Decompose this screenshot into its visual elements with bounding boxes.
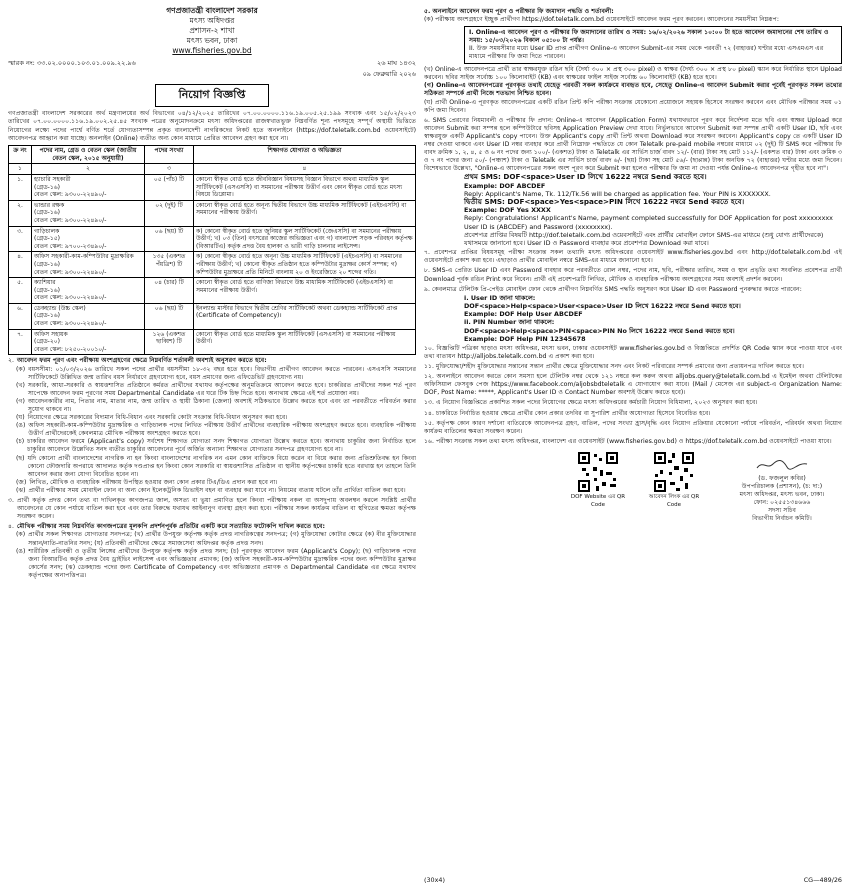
row-qualification: ক) কোনো স্বীকৃত বোর্ড হতে জুনিয়র স্কুল সার্টিফিকেট (জেএসসি) বা সমমানের পরীক্ষায় উত্তীর্ণ; খ) ০৩ (তিন) বৎসরের কাজের অভিজ্ঞতা এবং গ) বাংলাদেশ সড়ক পরিবহন কর্তৃপক্ষ (বিআরটিএ) কর্তৃক প্রদত্ত বৈধ হালকা ও ভারী গাড়ি চালনার লাইসেন্স। bbox=[194, 226, 416, 252]
row-post bbox=[32, 174, 145, 200]
section-13: ১৩. এ নিয়োগ বিজ্ঞপ্তিতে প্রকাশিত সকল পদের নিয়োগের ক্ষেত্রে মৎস্য অধিদপ্তরের কর্মচারী নিয়োগ বিধিমালা, ২০২৩ অনুসরণ করা হবে। bbox=[424, 399, 758, 407]
table-row bbox=[9, 226, 416, 252]
condition-item bbox=[8, 487, 416, 495]
conditions-section bbox=[8, 357, 416, 580]
condition-key: ৩. bbox=[8, 497, 14, 505]
deadline-fee: II. উক্ত সময়সীমার মধ্যে User ID প্রাপ্ত প্রার্থীগণ Online-এ আবেদন Submit-এর সময় থেকে পরবর্তী ৭২ (বাহাত্তর) ঘণ্টার মধ্যে এসএমএস এর মাধ্যমে পরীক্ষার ফি জমা দিতে পারবেন। bbox=[469, 45, 824, 61]
signature-block bbox=[722, 450, 842, 538]
table-row bbox=[9, 200, 416, 226]
sms-reply-1: Reply: Applicant's Name, Tk. 112/Tk.56 will be charged as application fee. Your PIN is XXXXXXX. bbox=[464, 189, 771, 198]
row-count: ০৬ (ছয়) টি bbox=[145, 303, 194, 329]
sms-example-1: Example: DOF ABCDEF bbox=[464, 181, 546, 190]
table-row bbox=[9, 278, 416, 304]
row-serial: ৩. bbox=[9, 226, 32, 252]
col-num: ১ bbox=[9, 164, 32, 175]
post-scale: বেতন স্কেল: ৯৩০০-২২৪৯০/- bbox=[34, 294, 107, 302]
signatory-office: মৎস্য অধিদপ্তর, মৎস্য ভবন, ঢাকা। bbox=[739, 490, 825, 498]
row-count: ১২৬ (একশত ছাব্বিশ) টি bbox=[145, 329, 194, 355]
post-grade: (গ্রেড-১৬) bbox=[34, 209, 60, 217]
intro-paragraph: গণপ্রজাতন্ত্রী বাংলাদেশ সরকারের অর্থ মন্ত্রণালয়ের অর্থ বিভাগের ০৪/১২/২০২৫ তারিখের ০৭.০০.০০০০.১১৬.১৯.০০৫.২৫.১৯৯ সংখ্যক এবং ১৫/০২/২০২৩ তারিখের ০৭.০০.০০০০.১১৬.১৯.০০২.২৫.৪৫ সংখ্যক পত্রের অনুমোদনক্রমে মৎস্য অধিদপ্তরের রাজস্বখাতভুক্ত নিম্নবর্ণিত শূন্য পদসমূহে সম্পূর্ণ অস্থায়ী ভিত্তিতে নিয়োগের লক্ষ্যে পদের পার্শ্বে বর্ণিত শর্তে যোগ্যতাসম্পন্ন প্রকৃত বাংলাদেশী নাগরিকদের নিকট হতে অনলাইনে (https://dof.teletalk.com.bd ওয়েবসাইটে) আবেদনপত্র আহ্বান করা যাচ্ছে। অনলাইন (Online) ব্যতীত অন্য কোন মাধ্যমে প্রেরিত আবেদন গ্রহণ করা হবে না। bbox=[8, 110, 416, 142]
condition-item bbox=[8, 531, 416, 547]
section-10: ১০. বিজ্ঞপ্তিটি পত্রিকা ছাড়াও মৎস্য অধিদপ্তর, মৎস্য ভবন, ঢাকার ওয়েবসাইট www.fisheries.gov.bd ও বিজ্ঞপ্তিতে প্রদর্শিত QR Code স্ক্যান করে পাওয়া যাবে এবং তথ্য বাতায়ন http://alljobs.teletalk.com.bd এ প্রকাশ করা হবে। bbox=[424, 344, 842, 361]
post-scale: বেতন স্কেল: ৯৩০০-২২৪৯০/- bbox=[34, 320, 107, 328]
memo-number: স্মারক নং: ৩৩.০২.০০০০.১০৩.০১.০০৯.২২.৯৬ bbox=[8, 59, 136, 67]
memo-line bbox=[8, 58, 416, 80]
row-serial: ৪. bbox=[9, 252, 32, 278]
section-name: প্রশাসন-২ শাখা bbox=[189, 26, 235, 35]
header bbox=[8, 6, 416, 56]
post-name: ক্যাশিয়ার bbox=[34, 279, 56, 287]
table-row bbox=[9, 174, 416, 200]
table-row bbox=[9, 329, 416, 355]
section-6 bbox=[424, 117, 842, 174]
recovery-userid-title: i. User ID জানা থাকলে: bbox=[464, 293, 536, 302]
row-count: ০২ (দুই) টি bbox=[145, 200, 194, 226]
qr-website[interactable] bbox=[570, 450, 626, 538]
section-8: ৮. SMS-এ প্রেরিত User ID এবং Password ব্যবহার করে পরবর্তীতে রোল নম্বর, পদের নাম, ছবি, পরীক্ষার তারিখ, সময় ও স্থান প্রভৃতি তথ্য সংবলিত প্রবেশপত্র প্রার্থী Download পূর্বক রঙিন Print করে নিবেন। প্রার্থী এই প্রবেশপত্রটি লিখিত, মৌখিক ও ব্যবহারিক পরীক্ষায় অংশগ্রহণের সময় অবশ্যই প্রদর্শন করবেন। bbox=[424, 267, 842, 283]
condition-key: (ক) bbox=[16, 365, 26, 373]
row-qualification: কোনো স্বীকৃত বোর্ড হতে মাধ্যমিক স্কুল সার্টিফিকেট (এসএসসি) বা সমমানের পরীক্ষায় উত্তীর্ণ। bbox=[194, 329, 416, 355]
condition-key: (চ) bbox=[16, 438, 25, 446]
sms-reply-2: Reply: Congratulations! Applicant's Name, payment completed successfully for DOF Application for post xxxxxxxxx User ID is (ABCDEF) and Password (xxxxxxxx). bbox=[464, 214, 833, 231]
right-column bbox=[424, 6, 842, 884]
memo-dates bbox=[363, 58, 416, 80]
signatory-committee: বিভাগীয় নির্বাচন কমিটি। bbox=[752, 514, 812, 522]
col-qualification: শিক্ষাগত যোগ্যতা ও অভিজ্ঞতা bbox=[194, 146, 416, 164]
signatory-name: (ড. ফজলুল কবির) bbox=[758, 474, 806, 482]
english-date: ০৯ ফেব্রুয়ারি ২০২৬ bbox=[362, 70, 416, 78]
section-16: ১৬. পরীক্ষা সংক্রান্ত সকল তথ্য মৎস্য অধিদপ্তর, বাংলাদেশ এর ওয়েবসাইট (www.fisheries.gov.bd) ও https://dof.teletalk.com.bd ওয়েবসাইটে পাওয়া যাবে। bbox=[424, 437, 832, 445]
condition-key: (ছ) bbox=[16, 454, 25, 462]
condition-key: (খ) bbox=[16, 381, 25, 389]
deadline-box bbox=[464, 26, 842, 64]
row-count: ০৪ (চার) টি bbox=[145, 278, 194, 304]
condition-item bbox=[8, 357, 416, 365]
condition-item bbox=[8, 438, 416, 454]
condition-text: বয়সসীমা: ০১/০৩/২০২৬ তারিখে সকল পদের প্রার্থীর বয়সসীমা ১৮-৩২ বছর হতে হবে। বিভাগীয় প্রার্থীগণ আবেদন করতে পারবেন। এসএসসি সমমানের সার্টিফিকেটে উল্লিখিত জন্ম তারিখ বয়স নির্ধারণে গ্রহণযোগ্য হবে, বয়স প্রমাণের জন্য এফিডেভিট গ্রহণযোগ্য নয়। bbox=[28, 365, 416, 381]
posts-table bbox=[8, 145, 416, 355]
post-grade: (গ্রেড-১৬) bbox=[34, 286, 60, 294]
section-5-heading: ৫. অনলাইনে আবেদন ফরম পূরণ ও পরীক্ষার ফি জমাদান পদ্ধতি ও শর্তাবলী: bbox=[424, 8, 614, 15]
col-num: ৪ bbox=[194, 164, 416, 175]
signatory-role: সদস্য সচিব bbox=[768, 506, 796, 514]
deadline-online: I. Online-এ আবেদন পূরণ ও পরীক্ষার ফি জমাদানের তারিখ ও সময়: ১৬/০২/২০২৬ সকাল ১০:০০ টা হতে আবেদন জমাদানের শেষ তারিখ ও সময়: ১৫/০৩/২০২৬ বিকাল ০৫:০০ টা পর্যন্ত। bbox=[469, 29, 829, 45]
ad-code-tag: CG—489/26 bbox=[803, 876, 842, 884]
post-name: ভান্ডার রক্ষক bbox=[34, 201, 65, 209]
col-num: ৩ bbox=[145, 164, 194, 175]
condition-key: (ঘ) bbox=[16, 414, 25, 422]
row-post bbox=[32, 226, 145, 252]
row-count: ০৫ (পাঁচ) টি bbox=[145, 174, 194, 200]
recovery-instructions bbox=[424, 294, 842, 343]
section-15: ১৫. কর্তৃপক্ষ কোন কারণ দর্শানো ব্যতিরেকে আবেদনপত্র গ্রহণ, বাতিল, পদের সংখ্যা হ্রাস/বৃদ্ধি এবং নিয়োগ প্রক্রিয়ার যেকোনো পর্যায়ে পরিবর্তন, পরিবর্ধন অথবা নিয়োগ কার্যক্রম বাতিলের ক্ষমতা সংরক্ষণ করেন। bbox=[424, 419, 842, 435]
condition-text: প্রার্থীর সকল শিক্ষাগত যোগ্যতার সনদপত্র; (খ) প্রার্থীর উপযুক্ত কর্তৃপক্ষ কর্তৃক প্রদত্ত নাগরিকত্বের সনদপত্র; (গ) মুক্তিযোদ্ধা কোটার ক্ষেত্রে (ক) বীর মুক্তিযোদ্ধার সন্তান/নাতি-নাতনির সনদ; (ঘ) প্রতিবন্ধী প্রার্থীদের ক্ষেত্রে সমাজসেবা অধিদপ্তর কর্তৃক প্রদত্ত সনদ। bbox=[28, 531, 416, 547]
post-grade: (গ্রেড-১৬) bbox=[34, 183, 60, 191]
sms-example-2: Example: DOF Yes XXXX bbox=[464, 206, 551, 215]
signatory-phone: ফোন: ০২৫৫১৩৪৬৬৬ bbox=[753, 498, 811, 506]
row-qualification: ক) কোনো স্বীকৃত বোর্ড হতে অনূন্য উচ্চ মাধ্যমিক সার্টিফিকেট (এইচএসসি) বা সমমানের পরীক্ষায় উত্তীর্ণ; খ) কোনো স্বীকৃত প্রতিষ্ঠান হতে কম্পিউটার মুদ্রাক্ষর কোর্স সম্পন্ন; গ) কম্পিউটার মুদ্রাক্ষরে প্রতি মিনিটে বাংলায় ২০ ও ইংরেজিতে ২০ শব্দের গতি। bbox=[194, 252, 416, 278]
section-14: ১৪. চাকরিতে নির্বাচিত হওয়ার ক্ষেত্রে প্রার্থীর কোন প্রকার তদবির বা সুপারিশ প্রার্থীর অযোগ্যতা হিসেবে বিবেচিত হবে। bbox=[424, 409, 711, 417]
condition-key: (ঙ) bbox=[16, 422, 26, 430]
condition-text: অফিস সহকারী-কাম-কম্পিউটার মুদ্রাক্ষরিক ও গাড়িচালক পদের লিখিত পরীক্ষায় উত্তীর্ণ প্রার্থীদের ব্যবহারিক পরীক্ষায় অংশগ্রহণ করতে হবে। ব্যবহারিক পরীক্ষায় উত্তীর্ণ প্রার্থীদেরকেই কেবলমাত্র মৌখিক পরীক্ষায় অংশগ্রহণ করতে হবে। bbox=[28, 422, 416, 438]
row-qualification: কোনো স্বীকৃত বোর্ড হতে অনূন্য দ্বিতীয় বিভাগে উচ্চ মাধ্যমিক সার্টিফিকেট (এইচএসসি) বা সমমানের পরীক্ষায় উত্তীর্ণ। bbox=[194, 200, 416, 226]
row-count: ০৬ (ছয়) টি bbox=[145, 226, 194, 252]
section-6-text: ৬. SMS প্রেরণের নিয়মাবলী ও পরীক্ষার ফি প্রদান: Online-এ আবেদন (Application Form) যথাযথভাবে পূরণ করে নির্দেশনা মতে ছবি এবং স্বাক্ষর Upload করে আবেদন Submit করা সম্পন্ন হলে কম্পিউটারে ছবিসহ Application Preview দেখা যাবে। নিৰ্ভুলভাবে আবেদন Submit করা সম্পন্ন প্রার্থী একটি User ID, ছবি এবং স্বাক্ষরযুক্ত একটি Applicant's copy পাবেন। উক্ত Applicant's copy প্রার্থী প্রিন্ট অথবা Download করে সংরক্ষণ করবেন। Applicant's copy তে একটি User ID নম্বর দেওয়া থাকবে এবং User ID নম্বর ব্যবহার করে প্রার্থী নিম্নোক্ত পদ্ধতিতে যে কোন Teletalk pre-paid mobile নম্বরের মাধ্যমে ০২ (দুই) টি SMS করে পরীক্ষার ফি বাবদ ক্রমিক ১, ২, ৪, ৫ ও ৬ নং পদের জন্য ১০০/- (একশত) টাকা ও Teletalk এর সার্ভিস চার্জ বাবদ ১২/- (বার) টাকা সহ মোট ১১২/- (একশত বার) টাকা এবং ক্রমিক ৩ ও ৭ নং পদের জন্য ৫০/- (পঞ্চাশ) টাকা ও Teletalk এর সার্ভিস চার্জ বাবদ ৬/- (ছয়) টাকা সহ মোট ৫৬/- (ছাপ্পান্ন) টাকা অনধিক ৭২ (বাহাত্তর) ঘণ্টার মধ্যে জমা দিবেন। বিশেষভাবে উল্লেখ্য, "Online-এ আবেদনপত্রের সকল অংশ পূরণ করে Submit করা হলেও পরীক্ষার ফি জমা না দেওয়া পর্যন্ত Online-এ আবেদনপত্র গৃহীত হবে না"। bbox=[424, 116, 842, 173]
signatory-title: উপপরিচালক (প্রশাসন), (চ: দা:) bbox=[741, 482, 823, 490]
row-serial: ৫. bbox=[9, 278, 32, 304]
condition-text: যদি কোনো প্রার্থী বাংলাদেশের নাগরিক না হন কিংবা বাংলাদেশের নাগরিক নন এমন কোন ব্যক্তিকে বিয়ে করেন বা বিয়ে করার জন্য প্রতিশ্রুতিবদ্ধ হন কিংবা কোনো ফৌজদারি অপরাধে আদালত কর্তৃক দণ্ডপ্রাপ্ত হন কিংবা কোন সরকারি বা স্বায়ত্তশাসিত প্রতিষ্ঠান বা স্থানীয় কর্তৃপক্ষের চাকরি হতে বরখাস্ত হন তাহলে তিনি আবেদন করার জন্য যোগ্য বিবেচিত হবেন না। bbox=[27, 454, 416, 478]
row-post bbox=[32, 252, 145, 278]
qr-code-icon bbox=[576, 450, 620, 494]
condition-key: (ঙ) bbox=[16, 547, 26, 555]
sms-note: প্রবেশপত্র প্রাপ্তির বিষয়টি http://dof.teletalk.com.bd ওয়েবসাইটে এবং প্রার্থীর মোবাইল ফোনে SMS-এর মাধ্যমে (শুধু যোগ্য প্রার্থীদেরকে) যথাসময়ে জানানো হবে। User ID ও Password ব্যবহার করে প্রবেশপত্র Download করা যাবে। bbox=[464, 230, 824, 248]
post-name: হ্যাচারি সহকারী bbox=[34, 175, 71, 183]
row-count: ১৩৫ (একশত পঁয়ত্রিশ) টি bbox=[145, 252, 194, 278]
signature-icon bbox=[753, 458, 811, 472]
post-grade: (গ্রেড-১৬) bbox=[34, 312, 60, 320]
row-serial: ৭. bbox=[9, 329, 32, 355]
condition-key: (ক) bbox=[16, 531, 26, 539]
recovery-pin-sms: DOF<space>Help<space>PIN<space>PIN No লিখে 16222 নম্বরে Send করতে হবে। bbox=[464, 326, 735, 335]
ad-size-tag: (30x4) bbox=[424, 876, 445, 884]
qr-code-icon bbox=[652, 450, 696, 494]
table-row bbox=[9, 303, 416, 329]
section-7: ৭. প্রবেশপত্র প্রাপ্তির বিষয়সমূহ পরীক্ষা সংক্রান্ত সকল তথ্যাদি মৎস্য অধিদপ্তরের ওয়েবসাইট www.fisheries.gov.bd এবং http://dof.teletalk.com.bd এই ওয়েবসাইটে প্রকাশ করা হবে। এছাড়াও প্রার্থীর মোবাইল নম্বরে SMS-এর মাধ্যমে জানানো হবে। bbox=[424, 249, 842, 265]
section-5 bbox=[424, 8, 842, 24]
post-name: অফিস সহকারী-কাম-কম্পিউটার মুদ্রাক্ষরিক bbox=[34, 253, 134, 261]
condition-item bbox=[8, 548, 416, 580]
recovery-userid-example: Example: DOF Help User ABCDEF bbox=[464, 310, 583, 319]
post-scale: বেতন স্কেল: ৯৩০০-২২৪৯০/- bbox=[34, 216, 107, 224]
recovery-pin-example: Example: DOF Help PIN 12345678 bbox=[464, 334, 586, 343]
section-5-rest bbox=[424, 66, 842, 115]
section-5d: (ঘ) প্রার্থী Online-এ পূরণকৃত আবেদনপত্রের একটি রঙিন প্রিন্ট কপি পরীক্ষা সংক্রান্ত যেকোনো প্রয়োজনে সহায়ক হিসেবে সংরক্ষণ করবেন এবং মৌখিক পরীক্ষার সময় ০১ কপি জমা দিবেন। bbox=[424, 98, 842, 114]
col-count: পদের সংখ্যা bbox=[145, 146, 194, 164]
col-serial: ক্র নং bbox=[9, 146, 32, 164]
post-grade: (গ্রেড-২০) bbox=[34, 338, 60, 346]
post-scale: বেতন স্কেল: ৯৩০০-২২৪৯০/- bbox=[34, 191, 107, 199]
post-scale: বেতন স্কেল: ৯৩০০-২২৪৯০/- bbox=[34, 268, 107, 276]
address: মৎস্য ভবন, ঢাকা bbox=[186, 36, 238, 45]
condition-item bbox=[8, 414, 416, 422]
section-11: ১১. মুক্তিযোদ্ধা/শহীদ মুক্তিযোদ্ধার সন্তানের সন্তান প্রার্থীর ক্ষেত্রে মুক্তিযোদ্ধার সনদ এবং নিকট পরিবারের সম্পর্ক প্রমাণের জন্য প্রত্যয়নপত্র দাখিল করতে হবে। bbox=[424, 363, 805, 371]
post-scale: বেতন স্কেল: ৮২৫০-২০০১০/- bbox=[34, 345, 107, 353]
condition-text: সরকারি, আধা-সরকারি ও স্বায়ত্তশাসিত প্রতিষ্ঠানে কর্মরত প্রার্থীদের যথাযথ কর্তৃপক্ষের অনুমতিক্রমে আবেদন করতে হবে। চাকরিরত প্রার্থীদের সকল শর্ত পূরণ সাপেক্ষে আবেদন ফরম পূরণের সময় Departmental Candidate এর ঘরে টিক চিহ্ন দিতে হবে। অন্যথায় ক্ষেত্রে এই শর্ত প্রযোজ্য নয়। bbox=[27, 381, 416, 397]
footer-tags bbox=[424, 876, 842, 884]
section-5a: (ক) পরীক্ষায় অংশগ্রহণে ইচ্ছুক প্রার্থীগণ https://dof.teletalk.com.bd ওয়েবসাইটে আবেদন ফরম পূরণ করবেন। আবেদনের সময়সীমা নিম্নরূপ: bbox=[424, 16, 779, 24]
footer-area bbox=[424, 450, 842, 538]
bangla-date: ২৬ মাঘ ১৪৩২ bbox=[377, 59, 416, 67]
row-qualification: ইনল্যান্ড মাস্টার বিভাগে দ্বিতীয় শ্রেণির সার্টিফিকেট অথবা ডেকহ্যান্ড সার্টিফিকেট প্রাপ্ত (Certificate of Competency)। bbox=[194, 303, 416, 329]
condition-item bbox=[8, 398, 416, 414]
condition-item bbox=[8, 422, 416, 438]
sms-first: প্রথম SMS: DOF<space>User ID লিখে 16222 নম্বরে Send করতে হবে। bbox=[464, 172, 707, 182]
condition-item bbox=[8, 382, 416, 398]
condition-item bbox=[8, 497, 416, 521]
condition-item bbox=[8, 479, 416, 487]
post-name: ডেকহ্যান্ড (উচ্চ স্কেল) bbox=[34, 304, 86, 312]
post-grade: (গ্রেড-১৫) bbox=[34, 235, 60, 243]
condition-text: শারীরিক প্রতিবন্ধী ও তৃতীয় লিঙ্গের প্রার্থীদের উপযুক্ত কর্তৃপক্ষ কর্তৃক প্রদত্ত সনদ; (চ) পূরণকৃত আবেদন ফরম (Applicant's Copy); (ছ) গাড়িচালক পদের জন্য বিআরটিএ কর্তৃক প্রদত্ত বৈধ ড্রাইভিং লাইসেন্স এবং অভিজ্ঞতার প্রমাণক; (জ) অফিস সহকারী-কাম-কম্পিউটার মুদ্রাক্ষরিক পদের জন্য কম্পিউটার মুদ্রাক্ষর কোর্সের সনদ; (ঝ) ডেকহ্যান্ড পদের জন্য Certificate of Competency এবং অভিজ্ঞতার প্রমাণক ও Departmental Candidate এর ক্ষেত্রে যথাযথ কর্তৃপক্ষের অনাপত্তিপত্র। bbox=[28, 547, 416, 579]
col-num: ২ bbox=[32, 164, 145, 175]
post-grade: (গ্রেড-১৬) bbox=[34, 260, 60, 268]
condition-text: চাকরির আবেদন ফরমে (Applicant's copy) সর্বশেষ শিক্ষাগত যোগ্যতা সনদ শিক্ষাগত যোগ্যতা উল্লেখ করতে হবে। অন্যথায় চাকুরির জন্য নির্বাচিত হলে চাকুরির আবেদনে উল্লেখিত সনদ ব্যতীত চাকুরির আবেদনের পূর্বে অর্জিত অন্যান্য শিক্ষাগত যোগ্যতার সনদপত্র গ্রহণযোগ্য হবে না। bbox=[27, 438, 416, 454]
section-5c: (গ) Online-এ আবেদনপত্রের পূরণকৃত তথ্যই যেহেতু পরবর্তী সকল কার্যক্রমে ব্যবহৃত হবে, সেহেতু Online-এ আবেদন Submit করার পূর্বেই পূরণকৃত সকল তথ্যের সঠিকতা সম্পর্কে প্রার্থী নিজে শতভাগ নিশ্চিত হবেন। bbox=[424, 82, 842, 98]
row-qualification: কোনো স্বীকৃত বোর্ড হতে বাণিজ্য বিভাগে উচ্চ মাধ্যমিক সার্টিফিকেট (এইচএসসি) বা সমমানের পরীক্ষায় উত্তীর্ণ। bbox=[194, 278, 416, 304]
condition-item bbox=[8, 366, 416, 382]
left-column bbox=[8, 6, 416, 884]
sms-second: দ্বিতীয় SMS: DOF<space>Yes<space>PIN লিখে 16222 নম্বরে Send করতে হবে। bbox=[464, 197, 745, 207]
sms-instructions bbox=[424, 173, 842, 247]
section-12: ১২. অনলাইনে আবেদন করতে কোন সমস্যা হলে টেলিটক নম্বর থেকে ১২১ নম্বরে কল করুন অথবা alljobs.query@teletalk.com.bd এ ইমেইল অথবা টেলিটকের অফিসিয়াল ফেসবুক পেজ https://www.facebook.com/aljobsbdteletalk এ যোগাযোগ করা যাবে। (Mail / মেসেজ এর subject-এ Organization Name: DOF, Post Name: *****, Applicant's User ID ও Contact Number অবশ্যই উল্লেখ করতে হবে)। bbox=[424, 373, 842, 397]
condition-text: প্রার্থীর পরীক্ষার সময় মোবাইল ফোন বা অন্য কোন ইলেকট্রনিক ডিভাইস বহন বা ব্যবহার করা যাবে না। নিয়মের ব্যত্যয় ঘটলে তাঁর প্রার্থিতা বাতিল করা হবে। bbox=[28, 486, 406, 494]
condition-key: ৪. bbox=[8, 523, 14, 531]
section-9: ৯. কেবলমাত্র টেলিটক প্রি-পেইড মোবাইল ফোন থেকে প্রার্থীগণ নিম্নবর্ণিত SMS পদ্ধতি অনুসরণ করে User ID এবং Password পুনরুদ্ধার করতে পারবেন: bbox=[424, 285, 802, 293]
col-post: পদের নাম, গ্রেড ও বেতন স্কেল (জাতীয় বেতন স্কেল, ২০১৫ অনুযায়ী) bbox=[32, 146, 145, 164]
row-serial: ৬. bbox=[9, 303, 32, 329]
post-name: অফিস সহায়ক bbox=[34, 330, 68, 338]
row-post bbox=[32, 303, 145, 329]
condition-key: (ঝ) bbox=[16, 486, 26, 494]
row-post bbox=[32, 329, 145, 355]
qr-apply-caption: আবেদন লিংক এর QR Code bbox=[648, 493, 700, 508]
table-row bbox=[9, 252, 416, 278]
directorate-name: মৎস্য অধিদপ্তর bbox=[189, 16, 235, 25]
website-link[interactable]: www.fisheries.gov.bd bbox=[172, 46, 252, 55]
condition-text: নিয়োগের ক্ষেত্রে সরকারের বিদ্যমান বিধি-বিধান এবং সরকারি কোটা সংক্রান্ত বিধি-বিধান অনুসরণ করা হবে। bbox=[27, 414, 288, 422]
post-name: গাড়িচালক bbox=[34, 227, 60, 235]
recovery-pin-title: ii. PIN Number জানা থাকলে: bbox=[464, 318, 555, 327]
condition-text: আবেদনকারীর নাম, পিতার নাম, মাতার নাম, জন্ম তারিখ ও স্থায়ী ঠিকানা (জেলা) অবশ্যই সঠিকভাবে উল্লেখ করতে হবে এবং তা পরবর্তীতে পরিবর্তন করার সুযোগ থাকবে না। bbox=[27, 397, 416, 413]
qr-apply[interactable] bbox=[646, 450, 702, 538]
condition-item bbox=[8, 455, 416, 479]
qr-website-caption: DOF Website এর QR Code bbox=[570, 493, 626, 508]
condition-key: ২. bbox=[8, 357, 14, 365]
row-serial: ১. bbox=[9, 174, 32, 200]
row-post bbox=[32, 278, 145, 304]
condition-heading: আবেদন ফরম পূরণ এবং পরীক্ষায় অংশগ্রহণের ক্ষেত্রে নিম্নবর্ণিত শর্তাবলী অবশ্যই অনুসরণ করতে হবে: bbox=[17, 357, 267, 365]
section-5b: (খ) Online-এ আবেদনপত্রে প্রার্থী তার স্বাক্ষরযুক্ত রঙিন ছবি (দৈর্ঘ্য ৩০০ × প্রস্থ ৩০০ pixel) ও স্বাক্ষর (দৈর্ঘ্য ৩০০ × প্রস্থ ৮০ pixel) স্ক্যান করে নির্ধারিত স্থানে Upload করবেন। ছবির সাইজ সর্বোচ্চ ১০০ কিলোবাইট (KB) এবং স্বাক্ষরের ফাইল সাইজ সর্বোচ্চ ৬০ কিলোবাইট (KB) হতে হবে। bbox=[424, 66, 842, 82]
condition-text: প্রার্থী কর্তৃক প্রদত্ত কোন তথ্য বা দাখিলকৃত কাগজপত্র জাল, অসত্য বা ভুয়া প্রমাণিত হলে কিংবা পরীক্ষায় নকল বা অসদুপায় অবলম্বন করলে সংশ্লিষ্ট প্রার্থীর আবেদনের যে কোন পর্যায়ে বাতিল করা হবে এবং তার বিরুদ্ধে যথাযথ আইনানুগ ব্যবস্থা গ্রহণ করা হবে। পরীক্ষার সকল কার্যক্রম বাতিল বা স্থগিতের ক্ষমতা কর্তৃপক্ষ সংরক্ষণ করেন। bbox=[17, 497, 416, 521]
notice-title: নিয়োগ বিজ্ঞপ্তি bbox=[155, 84, 269, 107]
condition-text: লিখিত, মৌখিক ও ব্যবহারিক পরীক্ষায় উপস্থিত হওয়ার জন্য কোন প্রকার টিএ/ডিএ প্রদান করা হবে না। bbox=[29, 478, 278, 486]
condition-key: (জ) bbox=[16, 478, 27, 486]
post-scale: বেতন স্কেল: ৯৭০০-২৩৪৯০/- bbox=[34, 242, 107, 250]
row-qualification: কোনো স্বীকৃত বোর্ড হতে জীববিজ্ঞান বিষয়সহ বিজ্ঞান বিভাগে অথবা মাধ্যমিক স্কুল সার্টিফিকেট (এসএসসি) বা সমমানের পরীক্ষায় উত্তীর্ণ এবং কোন স্বীকৃত বোর্ড হতে মৎস্য বিষয়ে ডিপ্লোমা। bbox=[194, 174, 416, 200]
condition-key: (গ) bbox=[16, 397, 25, 405]
row-post bbox=[32, 200, 145, 226]
recovery-userid-sms: DOF<space>Help<space>User<space>User ID লিখে 16222 নম্বরে Send করতে হবে। bbox=[464, 301, 741, 310]
govt-name: গণপ্রজাতন্ত্রী বাংলাদেশ সরকার bbox=[166, 6, 258, 15]
row-serial: ২. bbox=[9, 200, 32, 226]
condition-heading: মৌখিক পরীক্ষার সময় নিম্নবর্ণিত কাগজপত্রের মূলকপি প্রদর্শনপূর্বক প্রতিটির একটি করে সত্যায়িত ফটোকপি দাখিল করতে হবে: bbox=[16, 523, 325, 531]
